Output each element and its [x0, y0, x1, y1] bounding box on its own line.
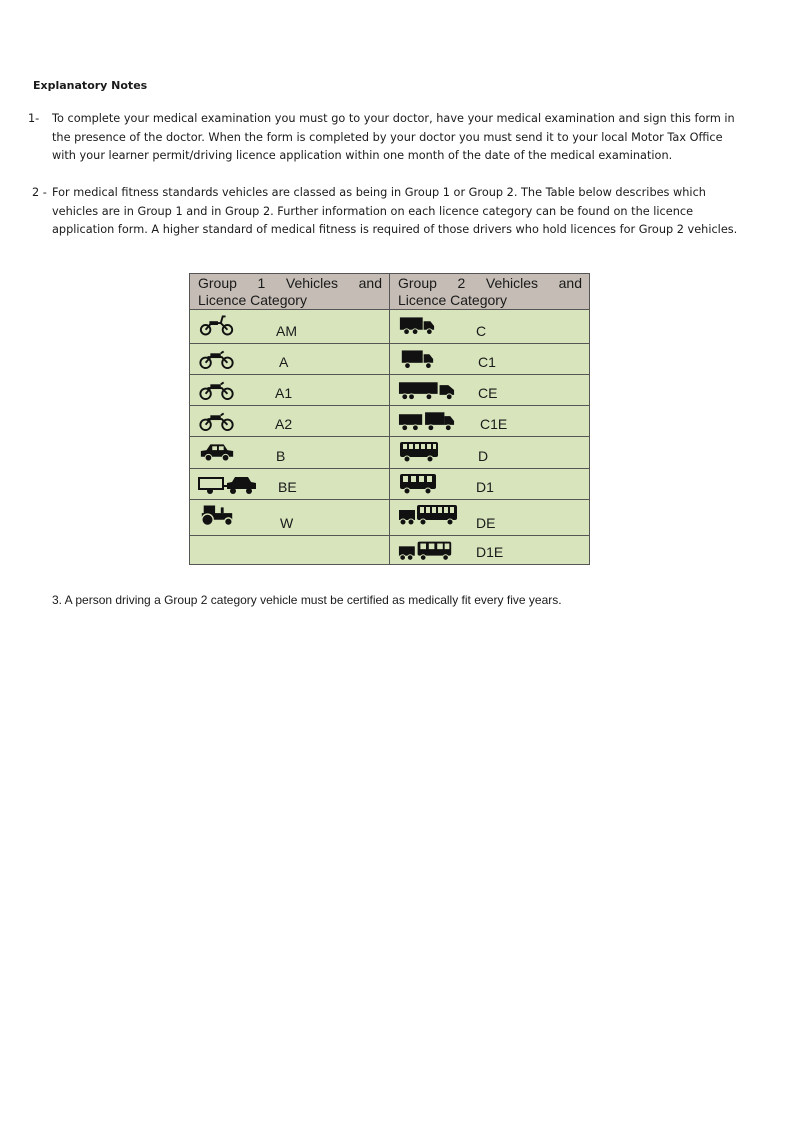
table-row — [190, 437, 590, 469]
truck-with-trailer-icon — [398, 409, 456, 433]
group-1-cell — [190, 344, 390, 375]
licence-category-code: BE — [278, 479, 297, 495]
table-row — [190, 310, 590, 344]
group-1-cell — [190, 375, 390, 406]
small-truck-icon — [398, 347, 436, 371]
note-text: To complete your medical examination you must go to your doctor, have your medical examination and sign this form in the presence of the doctor. When the form is completed by your doctor you must send it to your local Motor Tax Office with your learner permit/driving licence application within one month of the date of the medical examination. — [52, 112, 735, 163]
group-2-cell — [390, 344, 590, 375]
group-2-cell — [390, 406, 590, 437]
bus-icon — [398, 440, 440, 464]
note-3: 3. A person driving a Group 2 category vehicle must be certified as medically fit every five years. — [52, 593, 562, 607]
motorcycle-icon — [198, 378, 236, 402]
licence-category-code: D — [478, 448, 489, 464]
licence-category-code: A1 — [275, 385, 293, 401]
truck-icon — [398, 313, 436, 337]
group-1-cell — [190, 437, 390, 469]
group-1-cell — [190, 500, 390, 536]
group-1-cell — [190, 469, 390, 500]
licence-category-code: A2 — [275, 416, 293, 432]
licence-category-code: B — [276, 448, 286, 464]
group-2-cell — [390, 500, 590, 536]
group-1-cell — [190, 310, 390, 344]
licence-category-code: A — [279, 354, 289, 370]
articulated-truck-icon — [398, 378, 456, 402]
table-row — [190, 375, 590, 406]
group-2-cell — [390, 375, 590, 406]
bus-with-trailer-icon — [398, 503, 458, 527]
licence-category-code: D1 — [476, 479, 494, 495]
licence-category-code: C1 — [478, 354, 496, 370]
car-with-trailer-icon — [198, 472, 258, 496]
note-number: 2 - — [32, 186, 47, 199]
table-row — [190, 406, 590, 437]
explanatory-notes-heading: Explanatory Notes — [33, 79, 148, 92]
licence-category-code: W — [280, 515, 294, 531]
group-2-header: Group 2 Vehicles and Licence Category — [390, 274, 590, 310]
licence-category-code: D1E — [476, 544, 504, 560]
minibus-icon — [398, 472, 440, 496]
note-text: For medical fitness standards vehicles are classed as being in Group 1 or Group 2. The Table below describes which vehicles are in Group 1 and in Group 2. Further information on each licence category can be found on the licence application form. A higher standard of medical fitness is required of those drivers who hold licences for Group 2 vehicles. — [52, 186, 738, 237]
motorcycle-icon — [198, 347, 236, 371]
vehicle-category-table — [189, 273, 590, 565]
group-2-cell — [390, 469, 590, 500]
licence-category-code: C1E — [480, 416, 508, 432]
minibus-with-trailer-icon — [398, 539, 454, 563]
group-2-cell — [390, 310, 590, 344]
moped-icon — [198, 313, 236, 337]
licence-category-code: DE — [476, 515, 496, 531]
car-icon — [198, 440, 236, 464]
table-row — [190, 344, 590, 375]
group-2-cell — [390, 536, 590, 565]
licence-category-code: C — [476, 323, 487, 339]
group-1-cell — [190, 406, 390, 437]
table-row — [190, 500, 590, 536]
table-row — [190, 469, 590, 500]
note-number: 1- — [28, 112, 40, 125]
group-1-header: Group 1 Vehicles and Licence Category — [190, 274, 390, 310]
tractor-icon — [198, 503, 236, 527]
table-row — [190, 536, 590, 565]
licence-category-code: CE — [478, 385, 498, 401]
group-1-cell — [190, 536, 390, 565]
group-2-cell — [390, 437, 590, 469]
licence-category-code: AM — [276, 323, 297, 339]
motorcycle-icon — [198, 409, 236, 433]
